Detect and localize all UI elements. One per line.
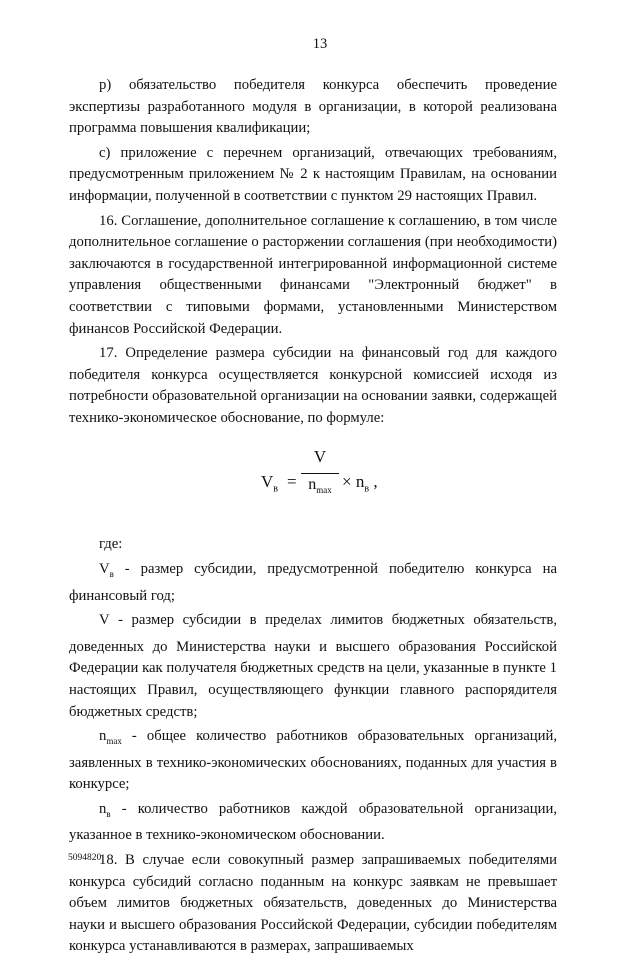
formula-numerator: V <box>313 446 327 466</box>
definition-nmax: $n_{max}$ - общее количество работников образовательных организаций, заявленных в технико-экономических обоснованиях, поданных для участия в конкурсе; <box>69 728 557 793</box>
paragraph-r: р) обязательство победителя конкурса обеспечить проведение экспертизы разработанного модуля в организации, в которой реализована программа повышения квалификации; <box>69 77 557 137</box>
document-code: 5094820 <box>68 853 102 863</box>
where-label: где: <box>99 535 123 552</box>
paragraph-16: 16. Соглашение, дополнительное соглашение к соглашению, в том числе дополнительное соглашение о расторжении соглашения (при необходимости) заключаются в государственной интегрированной информационной системе управления общественными финансами "Электронный бюджет" в соответствии с типовыми формами, установленными Министерством финансов Российской Федерации. <box>69 212 557 337</box>
fraction-bar <box>301 473 339 474</box>
page-number: 13 <box>312 36 328 52</box>
formula-lhs: $V_в$ <box>261 471 279 494</box>
formula-equals: = <box>287 471 297 491</box>
formula-fraction <box>301 447 339 495</box>
formula-denominator: $n_{max}$ <box>308 475 332 495</box>
definition-nv: $n_в$ - количество работников каждой образовательной организации, указанное в технико-экономическом обосновании. <box>69 800 557 844</box>
definition-vv: $V_в$ - размер субсидии, предусмотренной победителю конкурса на финансовый год; <box>69 561 557 604</box>
document-body <box>69 75 557 961</box>
paragraph-17: 17. Определение размера субсидии на финансовый год для каждого победителя конкурса осуществляется конкурсной комиссией исходя из потребности образовательной организации на основании заявки, содержащей технико-экономическое обоснование, по формуле: <box>69 345 557 426</box>
formula-multiplier: × $n_в$ , <box>342 471 378 494</box>
definition-v: V - размер субсидии в пределах лимитов бюджетных обязательств, доведенных до Министерства науки и высшего образования Российской Федерации как получателя бюджетных средств на цели, указанные в пункте 1 настоящих Правил, осуществляющего функции главного распорядителя бюджетных средств; <box>69 612 557 720</box>
subsidy-formula <box>69 442 557 528</box>
paragraph-18: 18. В случае если совокупный размер запрашиваемых победителями конкурса субсидий согласно поданным на конкурс заявкам не превышает объем лимитов бюджетных обязательств, доведенных до Министерства науки и высшего образования Российской Федерации, субсидии победителям конкурса устанавливаются в размерах, запрашиваемых <box>69 851 557 955</box>
paragraph-s: с) приложение с перечнем организаций, отвечающих требованиям, предусмотренным приложением № 2 к настоящим Правилам, на основании информации, полученной в соответствии с пунктом 29 настоящих Правил. <box>69 144 557 204</box>
